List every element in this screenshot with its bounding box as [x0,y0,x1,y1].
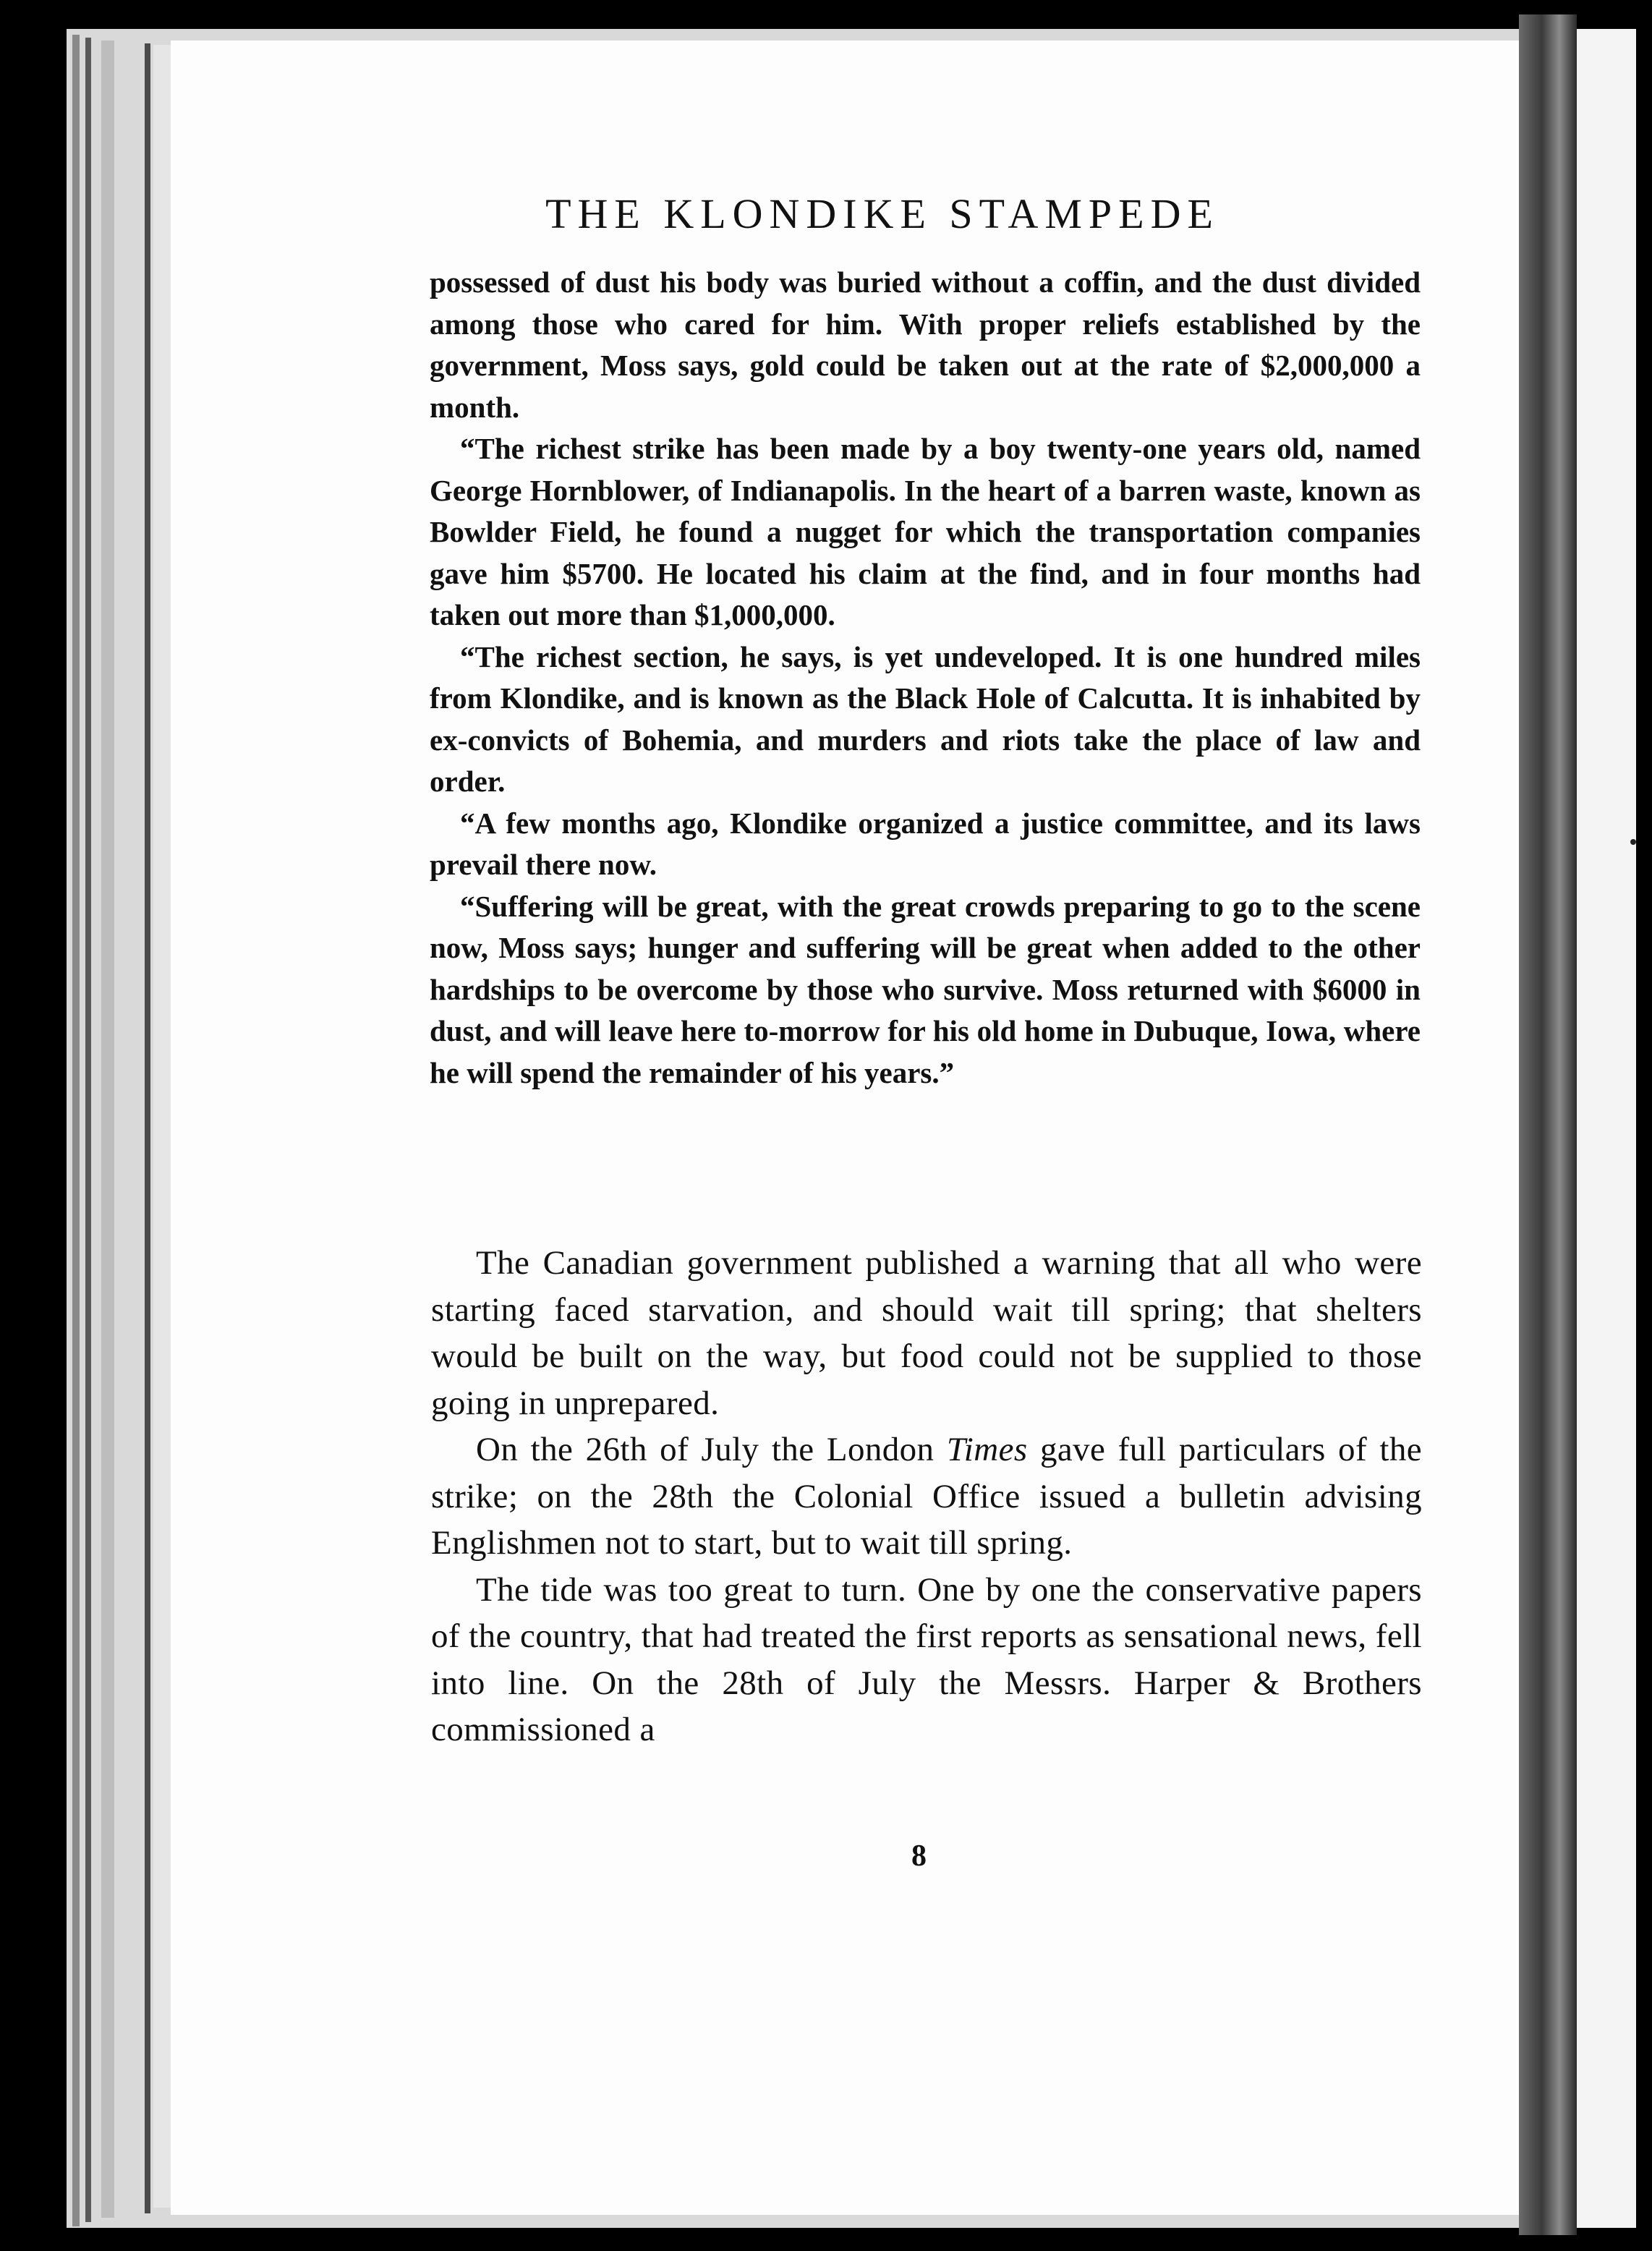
page-edge [145,43,150,2213]
scanner-edge [1636,0,1652,2251]
page-edge [72,35,80,2226]
page-number: 8 [911,1839,927,1873]
text-run: On the 26th of July the London [476,1431,947,1468]
paragraph: “Suffering will be great, with the great crowds preparing to go to the scene now, Moss says; hunger and suffering will be great when added to the other hardships to be overcome by those who survive. Moss returned with $6000 in dust, and will leave here to-morrow for his old home in Dubuque, Iowa, where he will spend the remainder of his years.” [430,889,1421,1089]
page-edge [101,41,114,2218]
book-gutter [1519,14,1577,2235]
paragraph: The Canadian government published a warning that all who were starting faced starvation, and should wait till spring; that shelters would be built on the way, but food could not be supplied to those going in unprepared. [431,1244,1422,1422]
paragraph [431,1426,1422,1567]
paragraph: The tide was too great to turn. One by one the conservative papers of the country, that had treated the first reports as sensational news, fell into line. On the 28th of July the Messrs. Harper & Brothers commissioned a [431,1570,1422,1748]
paragraph: possessed of dust his body was buried without a coffin, and the dust divided among those who cared for him. With proper reliefs established by the government, Moss says, gold could be taken out at the rate of $2,000,000 a month. [430,265,1421,424]
text-run: gave full particulars of the strike; on the 28th the Colonial Office issued a bulletin advising Englishmen not to start, but to wait till spring. [431,1431,1423,1562]
paragraph: “A few months ago, Klondike organized a justice committee, and its laws prevail there now. [430,806,1421,881]
paragraph: “The richest section, he says, is yet undeveloped. It is one hundred miles from Klondike, and is known as the Black Hole of Calcutta. It is inhabited by ex-convicts of Bohemia, and murders and riots take the place of law and order. [430,639,1421,798]
page-edge [85,38,91,2222]
facing-page-edge [1577,29,1639,2228]
running-head: THE KLONDIKE STAMPEDE [545,190,1219,237]
page-edge [153,45,171,2208]
scan-speck [1630,839,1636,845]
body-text [431,1240,1422,1753]
paragraph: “The richest strike has been made by a boy twenty-one years old, named George Hornblower, of Indianapolis. In the heart of a barren waste, known as Bowlder Field, he found a nugget for which the transportation companies gave him $5700. He located his claim at the find, and in four months had taken out more than $1,000,000. [430,432,1421,631]
newspaper-title: Times [946,1431,1028,1468]
quoted-report [430,262,1421,1094]
